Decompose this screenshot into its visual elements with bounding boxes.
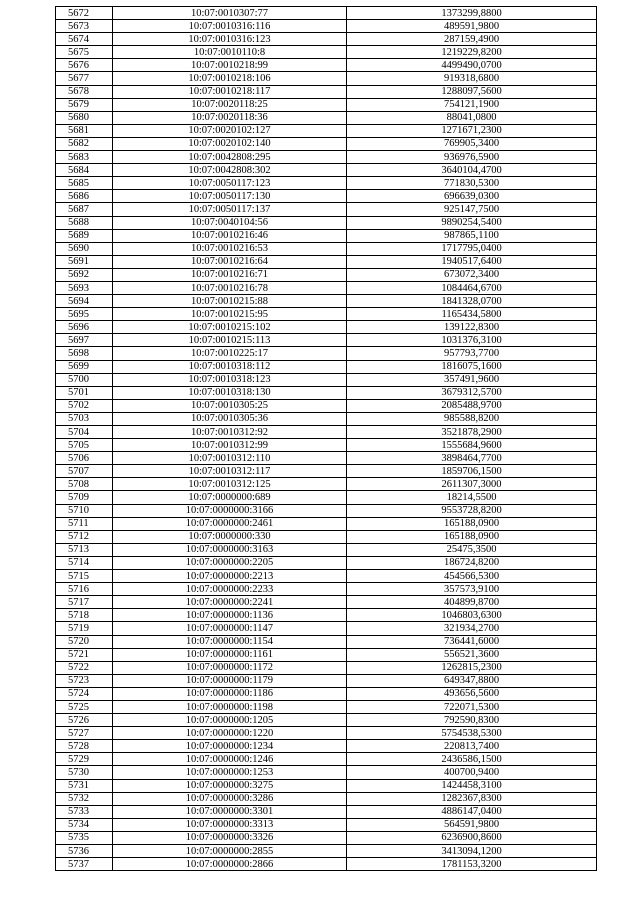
row-number-cell: 5715 <box>56 570 113 583</box>
table-row <box>56 674 597 687</box>
cadastral-number-cell: 10:07:0010216:71 <box>113 268 347 281</box>
row-number-cell: 5719 <box>56 622 113 635</box>
value-cell: 18214,5500 <box>347 491 597 504</box>
cadastral-number-cell: 10:07:0010312:125 <box>113 478 347 491</box>
value-cell: 3413094,1200 <box>347 845 597 858</box>
value-cell: 1717795,0400 <box>347 242 597 255</box>
cadastral-number-cell: 10:07:0010305:25 <box>113 399 347 412</box>
table-row <box>56 714 597 727</box>
table-row <box>56 360 597 373</box>
row-number-cell: 5717 <box>56 596 113 609</box>
value-cell: 2611307,3000 <box>347 478 597 491</box>
value-cell: 3898464,7700 <box>347 452 597 465</box>
value-cell: 165188,0900 <box>347 517 597 530</box>
row-number-cell: 5716 <box>56 583 113 596</box>
table-row <box>56 7 597 20</box>
table-row <box>56 465 597 478</box>
row-number-cell: 5703 <box>56 412 113 425</box>
row-number-cell: 5688 <box>56 216 113 229</box>
cadastral-number-cell: 10:07:0040104:56 <box>113 216 347 229</box>
value-cell: 4886147,0400 <box>347 805 597 818</box>
table-row <box>56 151 597 164</box>
table-row <box>56 609 597 622</box>
value-cell: 400700,9400 <box>347 766 597 779</box>
cadastral-number-cell: 10:07:0000000:1234 <box>113 740 347 753</box>
row-number-cell: 5728 <box>56 740 113 753</box>
value-cell: 1262815,2300 <box>347 661 597 674</box>
cadastral-number-cell: 10:07:0020102:140 <box>113 137 347 150</box>
cadastral-number-cell: 10:07:0000000:1253 <box>113 766 347 779</box>
cadastral-number-cell: 10:07:0000000:2461 <box>113 517 347 530</box>
row-number-cell: 5678 <box>56 85 113 98</box>
cadastral-number-cell: 10:07:0000000:3275 <box>113 779 347 792</box>
table-row <box>56 281 597 294</box>
value-cell: 454566,5300 <box>347 570 597 583</box>
row-number-cell: 5701 <box>56 386 113 399</box>
cadastral-number-cell: 10:07:0010307:77 <box>113 7 347 20</box>
row-number-cell: 5726 <box>56 714 113 727</box>
table-row <box>56 72 597 85</box>
row-number-cell: 5681 <box>56 124 113 137</box>
cadastral-number-cell: 10:07:0010316:123 <box>113 33 347 46</box>
cadastral-number-cell: 10:07:0010215:95 <box>113 308 347 321</box>
cadastral-number-cell: 10:07:0000000:2213 <box>113 570 347 583</box>
value-cell: 357491,9600 <box>347 373 597 386</box>
row-number-cell: 5672 <box>56 7 113 20</box>
value-cell: 696639,0300 <box>347 190 597 203</box>
table-row <box>56 33 597 46</box>
cadastral-number-cell: 10:07:0000000:1147 <box>113 622 347 635</box>
value-cell: 1084464,6700 <box>347 281 597 294</box>
table-row <box>56 85 597 98</box>
value-cell: 1046803,6300 <box>347 609 597 622</box>
cadastral-number-cell: 10:07:0000000:1198 <box>113 700 347 713</box>
row-number-cell: 5730 <box>56 766 113 779</box>
row-number-cell: 5720 <box>56 635 113 648</box>
table-row <box>56 177 597 190</box>
cadastral-number-cell: 10:07:0000000:1172 <box>113 661 347 674</box>
table-row <box>56 845 597 858</box>
value-cell: 139122,8300 <box>347 321 597 334</box>
value-cell: 2085488,9700 <box>347 399 597 412</box>
table-row <box>56 229 597 242</box>
cadastral-number-cell: 10:07:0010318:123 <box>113 373 347 386</box>
row-number-cell: 5682 <box>56 137 113 150</box>
cadastral-number-cell: 10:07:0010110:8 <box>113 46 347 59</box>
row-number-cell: 5735 <box>56 831 113 844</box>
cadastral-value-table <box>55 6 597 871</box>
value-cell: 792590,8300 <box>347 714 597 727</box>
value-cell: 769905,3400 <box>347 137 597 150</box>
cadastral-number-cell: 10:07:0000000:1154 <box>113 635 347 648</box>
table-row <box>56 255 597 268</box>
value-cell: 3521878,2900 <box>347 426 597 439</box>
row-number-cell: 5707 <box>56 465 113 478</box>
cadastral-number-cell: 10:07:0000000:2233 <box>113 583 347 596</box>
value-cell: 88041,0800 <box>347 111 597 124</box>
cadastral-number-cell: 10:07:0000000:2241 <box>113 596 347 609</box>
cadastral-number-cell: 10:07:0010218:117 <box>113 85 347 98</box>
row-number-cell: 5676 <box>56 59 113 72</box>
row-number-cell: 5686 <box>56 190 113 203</box>
value-cell: 3640104,4700 <box>347 164 597 177</box>
cadastral-number-cell: 10:07:0010312:92 <box>113 426 347 439</box>
value-cell: 1424458,3100 <box>347 779 597 792</box>
table-row <box>56 20 597 33</box>
row-number-cell: 5700 <box>56 373 113 386</box>
cadastral-number-cell: 10:07:0000000:2866 <box>113 858 347 871</box>
cadastral-number-cell: 10:07:0010216:78 <box>113 281 347 294</box>
value-cell: 489591,9800 <box>347 20 597 33</box>
cadastral-number-cell: 10:07:0010318:130 <box>113 386 347 399</box>
row-number-cell: 5727 <box>56 727 113 740</box>
value-cell: 754121,1900 <box>347 98 597 111</box>
row-number-cell: 5698 <box>56 347 113 360</box>
cadastral-number-cell: 10:07:0010215:88 <box>113 295 347 308</box>
cadastral-number-cell: 10:07:0010215:113 <box>113 334 347 347</box>
value-cell: 736441,6000 <box>347 635 597 648</box>
row-number-cell: 5680 <box>56 111 113 124</box>
value-cell: 987865,1100 <box>347 229 597 242</box>
cadastral-number-cell: 10:07:0000000:2205 <box>113 556 347 569</box>
value-cell: 771830,5300 <box>347 177 597 190</box>
table-row <box>56 399 597 412</box>
cadastral-number-cell: 10:07:0010215:102 <box>113 321 347 334</box>
table-row <box>56 203 597 216</box>
row-number-cell: 5675 <box>56 46 113 59</box>
row-number-cell: 5737 <box>56 858 113 871</box>
table-row <box>56 727 597 740</box>
cadastral-number-cell: 10:07:0010312:117 <box>113 465 347 478</box>
row-number-cell: 5674 <box>56 33 113 46</box>
cadastral-number-cell: 10:07:0000000:1205 <box>113 714 347 727</box>
table-row <box>56 386 597 399</box>
value-cell: 3679312,5700 <box>347 386 597 399</box>
row-number-cell: 5683 <box>56 151 113 164</box>
cadastral-number-cell: 10:07:0000000:3301 <box>113 805 347 818</box>
cadastral-number-cell: 10:07:0050117:123 <box>113 177 347 190</box>
cadastral-number-cell: 10:07:0010225:17 <box>113 347 347 360</box>
cadastral-number-cell: 10:07:0000000:330 <box>113 530 347 543</box>
row-number-cell: 5704 <box>56 426 113 439</box>
row-number-cell: 5699 <box>56 360 113 373</box>
value-cell: 1781153,3200 <box>347 858 597 871</box>
table-row <box>56 792 597 805</box>
value-cell: 925147,7500 <box>347 203 597 216</box>
value-cell: 165188,0900 <box>347 530 597 543</box>
table-row <box>56 190 597 203</box>
row-number-cell: 5673 <box>56 20 113 33</box>
table-row <box>56 570 597 583</box>
table-row <box>56 543 597 556</box>
table-row <box>56 268 597 281</box>
row-number-cell: 5714 <box>56 556 113 569</box>
value-cell: 2436586,1500 <box>347 753 597 766</box>
row-number-cell: 5705 <box>56 439 113 452</box>
value-cell: 919318,6800 <box>347 72 597 85</box>
cadastral-number-cell: 10:07:0000000:3326 <box>113 831 347 844</box>
row-number-cell: 5724 <box>56 687 113 700</box>
cadastral-number-cell: 10:07:0000000:3163 <box>113 543 347 556</box>
value-cell: 1271671,2300 <box>347 124 597 137</box>
row-number-cell: 5722 <box>56 661 113 674</box>
cadastral-number-cell: 10:07:0000000:689 <box>113 491 347 504</box>
value-cell: 1373299,8800 <box>347 7 597 20</box>
value-cell: 985588,8200 <box>347 412 597 425</box>
cadastral-number-cell: 10:07:0000000:1246 <box>113 753 347 766</box>
row-number-cell: 5694 <box>56 295 113 308</box>
table-row <box>56 504 597 517</box>
row-number-cell: 5696 <box>56 321 113 334</box>
row-number-cell: 5718 <box>56 609 113 622</box>
value-cell: 564591,9800 <box>347 818 597 831</box>
table-row <box>56 478 597 491</box>
table-row <box>56 648 597 661</box>
table-row <box>56 583 597 596</box>
table-row <box>56 111 597 124</box>
cadastral-number-cell: 10:07:0000000:1179 <box>113 674 347 687</box>
cadastral-number-cell: 10:07:0042808:295 <box>113 151 347 164</box>
table-row <box>56 242 597 255</box>
cadastral-number-cell: 10:07:0020118:36 <box>113 111 347 124</box>
table-row <box>56 439 597 452</box>
value-cell: 673072,3400 <box>347 268 597 281</box>
cadastral-number-cell: 10:07:0000000:2855 <box>113 845 347 858</box>
value-cell: 1859706,1500 <box>347 465 597 478</box>
value-cell: 649347,8800 <box>347 674 597 687</box>
table-row <box>56 373 597 386</box>
table-row <box>56 740 597 753</box>
row-number-cell: 5692 <box>56 268 113 281</box>
table-row <box>56 661 597 674</box>
cadastral-number-cell: 10:07:0020102:127 <box>113 124 347 137</box>
cadastral-number-cell: 10:07:0010218:106 <box>113 72 347 85</box>
value-cell: 220813,7400 <box>347 740 597 753</box>
row-number-cell: 5677 <box>56 72 113 85</box>
cadastral-number-cell: 10:07:0010316:116 <box>113 20 347 33</box>
table-row <box>56 137 597 150</box>
row-number-cell: 5693 <box>56 281 113 294</box>
cadastral-number-cell: 10:07:0010305:36 <box>113 412 347 425</box>
table-row <box>56 700 597 713</box>
table-row <box>56 491 597 504</box>
value-cell: 556521,3600 <box>347 648 597 661</box>
value-cell: 357573,9100 <box>347 583 597 596</box>
cadastral-number-cell: 10:07:0050117:130 <box>113 190 347 203</box>
table-row <box>56 216 597 229</box>
row-number-cell: 5691 <box>56 255 113 268</box>
table-row <box>56 622 597 635</box>
cadastral-number-cell: 10:07:0010318:112 <box>113 360 347 373</box>
row-number-cell: 5723 <box>56 674 113 687</box>
row-number-cell: 5690 <box>56 242 113 255</box>
row-number-cell: 5706 <box>56 452 113 465</box>
table-body <box>56 7 597 871</box>
cadastral-number-cell: 10:07:0000000:1220 <box>113 727 347 740</box>
table-row <box>56 517 597 530</box>
table-row <box>56 779 597 792</box>
cadastral-number-cell: 10:07:0000000:1136 <box>113 609 347 622</box>
cadastral-number-cell: 10:07:0000000:3286 <box>113 792 347 805</box>
table-row <box>56 295 597 308</box>
cadastral-number-cell: 10:07:0000000:1186 <box>113 687 347 700</box>
row-number-cell: 5709 <box>56 491 113 504</box>
cadastral-number-cell: 10:07:0020118:25 <box>113 98 347 111</box>
cadastral-number-cell: 10:07:0010216:46 <box>113 229 347 242</box>
table-row <box>56 59 597 72</box>
table-row <box>56 308 597 321</box>
cadastral-number-cell: 10:07:0010312:110 <box>113 452 347 465</box>
value-cell: 1816075,1600 <box>347 360 597 373</box>
table-row <box>56 452 597 465</box>
table-row <box>56 818 597 831</box>
row-number-cell: 5697 <box>56 334 113 347</box>
cadastral-number-cell: 10:07:0000000:3313 <box>113 818 347 831</box>
value-cell: 936976,5900 <box>347 151 597 164</box>
table-row <box>56 46 597 59</box>
row-number-cell: 5732 <box>56 792 113 805</box>
value-cell: 25475,3500 <box>347 543 597 556</box>
value-cell: 6236900,8600 <box>347 831 597 844</box>
cadastral-number-cell: 10:07:0042808:302 <box>113 164 347 177</box>
table-row <box>56 596 597 609</box>
cadastral-number-cell: 10:07:0050117:137 <box>113 203 347 216</box>
value-cell: 9553728,8200 <box>347 504 597 517</box>
value-cell: 1282367,8300 <box>347 792 597 805</box>
row-number-cell: 5702 <box>56 399 113 412</box>
value-cell: 1841328,0700 <box>347 295 597 308</box>
table-row <box>56 426 597 439</box>
row-number-cell: 5708 <box>56 478 113 491</box>
row-number-cell: 5734 <box>56 818 113 831</box>
value-cell: 1219229,8200 <box>347 46 597 59</box>
table-row <box>56 635 597 648</box>
value-cell: 404899,8700 <box>347 596 597 609</box>
row-number-cell: 5687 <box>56 203 113 216</box>
value-cell: 1940517,6400 <box>347 255 597 268</box>
cadastral-number-cell: 10:07:0000000:1161 <box>113 648 347 661</box>
table-row <box>56 321 597 334</box>
row-number-cell: 5713 <box>56 543 113 556</box>
table-row <box>56 831 597 844</box>
row-number-cell: 5731 <box>56 779 113 792</box>
table-row <box>56 556 597 569</box>
row-number-cell: 5736 <box>56 845 113 858</box>
value-cell: 5754538,5300 <box>347 727 597 740</box>
table-row <box>56 412 597 425</box>
table-row <box>56 805 597 818</box>
row-number-cell: 5679 <box>56 98 113 111</box>
row-number-cell: 5711 <box>56 517 113 530</box>
cadastral-number-cell: 10:07:0010216:64 <box>113 255 347 268</box>
value-cell: 493656,5600 <box>347 687 597 700</box>
cadastral-number-cell: 10:07:0000000:3166 <box>113 504 347 517</box>
value-cell: 1031376,3100 <box>347 334 597 347</box>
row-number-cell: 5689 <box>56 229 113 242</box>
cadastral-number-cell: 10:07:0010216:53 <box>113 242 347 255</box>
table-row <box>56 98 597 111</box>
value-cell: 287159,4900 <box>347 33 597 46</box>
cadastral-number-cell: 10:07:0010312:99 <box>113 439 347 452</box>
row-number-cell: 5695 <box>56 308 113 321</box>
value-cell: 4499490,0700 <box>347 59 597 72</box>
row-number-cell: 5685 <box>56 177 113 190</box>
cadastral-number-cell: 10:07:0010218:99 <box>113 59 347 72</box>
row-number-cell: 5725 <box>56 700 113 713</box>
value-cell: 186724,8200 <box>347 556 597 569</box>
table-row <box>56 530 597 543</box>
table-row <box>56 164 597 177</box>
table-row <box>56 858 597 871</box>
row-number-cell: 5721 <box>56 648 113 661</box>
value-cell: 1165434,5800 <box>347 308 597 321</box>
value-cell: 321934,2700 <box>347 622 597 635</box>
row-number-cell: 5712 <box>56 530 113 543</box>
value-cell: 1288097,5600 <box>347 85 597 98</box>
value-cell: 957793,7700 <box>347 347 597 360</box>
value-cell: 9890254,5400 <box>347 216 597 229</box>
value-cell: 722071,5300 <box>347 700 597 713</box>
table-row <box>56 687 597 700</box>
table-row <box>56 124 597 137</box>
value-cell: 1555684,9600 <box>347 439 597 452</box>
row-number-cell: 5733 <box>56 805 113 818</box>
table-row <box>56 334 597 347</box>
table-row <box>56 753 597 766</box>
table-row <box>56 766 597 779</box>
row-number-cell: 5710 <box>56 504 113 517</box>
table-row <box>56 347 597 360</box>
row-number-cell: 5729 <box>56 753 113 766</box>
row-number-cell: 5684 <box>56 164 113 177</box>
